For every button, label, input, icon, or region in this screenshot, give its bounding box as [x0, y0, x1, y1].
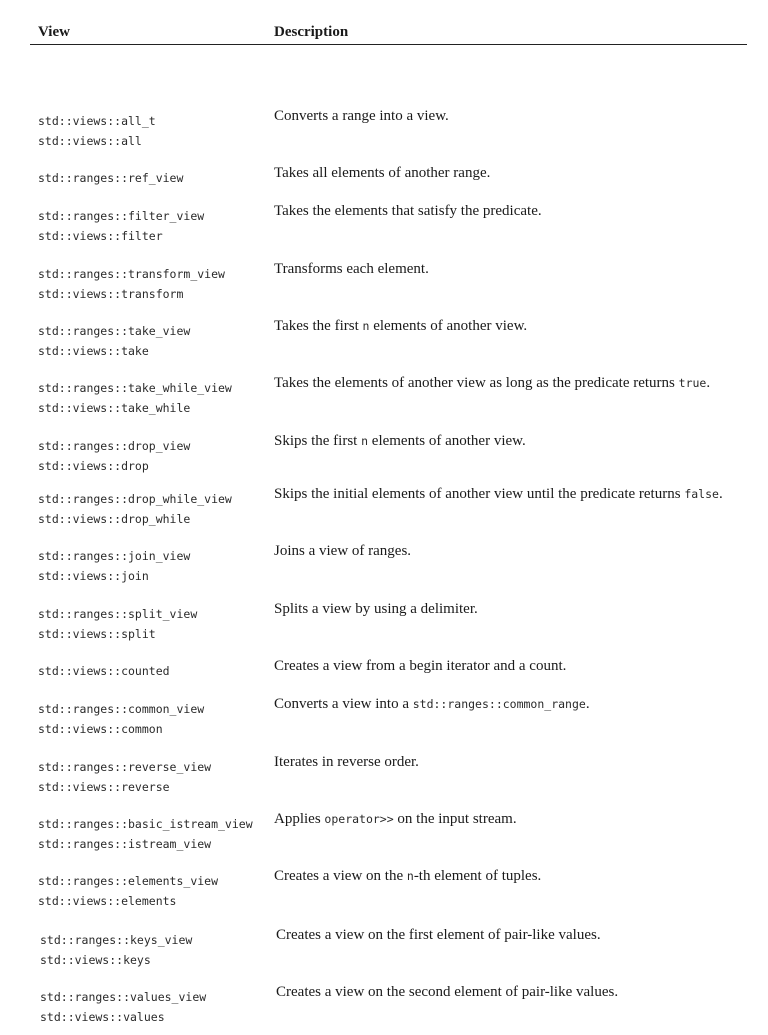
description-text: Converts a view into a [274, 696, 413, 712]
view-name: std::views::drop [38, 458, 149, 473]
inline-code: n [406, 869, 414, 883]
description-cell [274, 541, 749, 561]
table-header [30, 0, 747, 45]
view-name: std::ranges::join_view [38, 549, 191, 563]
description-text: Takes the first [274, 318, 363, 334]
description-text: Creates a view on the first element of pair-like values. [276, 927, 601, 943]
description-cell [274, 201, 749, 221]
inline-code: operator>> [324, 812, 394, 826]
view-cell [40, 931, 192, 970]
description-text: Skips the initial elements of another view until the predicate returns [274, 486, 685, 502]
inline-code: false [684, 487, 719, 501]
view-name: std::views::reverse [38, 779, 170, 794]
description-text: Takes all elements of another range. [274, 165, 491, 181]
view-cell [38, 265, 225, 304]
description-text: -th element of tuples. [413, 868, 542, 884]
view-cell [38, 758, 211, 797]
description-text: Transforms each element. [274, 261, 429, 277]
description-text: Skips the first [274, 433, 362, 449]
view-cell [38, 207, 204, 246]
view-name: std::views::elements [38, 893, 177, 908]
view-name: std::views::take [38, 343, 149, 358]
view-name: std::ranges::istream_view [38, 836, 212, 851]
description-cell [274, 316, 749, 336]
view-cell [38, 490, 232, 529]
view-name: std::views::split [38, 626, 156, 641]
description-text: Takes the elements of another view as long as the predicate returns [274, 375, 679, 391]
view-name: std::ranges::keys_view [40, 933, 193, 947]
view-name: std::ranges::reverse_view [38, 760, 212, 774]
inline-code: true [678, 376, 707, 390]
inline-code: n [362, 319, 370, 333]
description-text: elements of another view. [369, 318, 528, 334]
view-cell [40, 988, 206, 1027]
description-cell [276, 925, 751, 945]
view-name: std::views::all_t [38, 114, 156, 128]
view-name: std::views::counted [38, 664, 170, 678]
view-cell [38, 872, 218, 911]
description-cell [274, 752, 749, 772]
view-cell [38, 815, 253, 854]
view-name: std::views::transform [38, 286, 184, 301]
view-name: std::ranges::drop_view [38, 439, 191, 453]
view-name: std::ranges::ref_view [38, 171, 184, 185]
view-name: std::views::keys [40, 952, 151, 967]
view-name: std::views::common [38, 721, 163, 736]
description-cell [274, 599, 749, 619]
view-name: std::ranges::common_view [38, 702, 205, 716]
view-name: std::ranges::filter_view [38, 209, 205, 223]
description-text: Iterates in reverse order. [274, 754, 419, 770]
description-cell [274, 656, 749, 676]
description-cell [274, 809, 749, 829]
description-text: Creates a view on the second element of pair-like values. [276, 984, 619, 1000]
view-cell [38, 169, 183, 189]
description-text: . [718, 486, 723, 502]
view-cell [38, 112, 156, 151]
view-name: std::views::values [40, 1009, 165, 1024]
description-text: . [585, 696, 590, 712]
view-cell [38, 379, 232, 418]
ranges-views-table [30, 0, 747, 1024]
description-cell [274, 431, 749, 451]
description-text: Splits a view by using a delimiter. [274, 601, 478, 617]
description-text: Converts a range into a view. [274, 108, 449, 124]
view-name: std::views::all [38, 133, 142, 148]
description-cell [274, 163, 749, 183]
view-cell [38, 700, 204, 739]
view-name: std::views::drop_while [38, 511, 191, 526]
inline-code: n [361, 434, 369, 448]
view-cell [38, 662, 170, 682]
description-cell [274, 866, 749, 886]
view-name: std::ranges::values_view [40, 990, 207, 1004]
description-text: Joins a view of ranges. [274, 543, 412, 559]
description-text: Creates a view from a begin iterator and a count. [274, 658, 567, 674]
view-name: std::ranges::split_view [38, 607, 198, 621]
description-text: . [706, 375, 711, 391]
view-name: std::ranges::transform_view [38, 267, 225, 281]
description-text: Creates a view on the [274, 868, 407, 884]
view-name: std::ranges::take_while_view [38, 381, 232, 395]
view-cell [38, 322, 190, 361]
description-cell [274, 484, 749, 504]
column-header-description: Description [274, 24, 349, 40]
description-cell [274, 259, 749, 279]
description-text: on the input stream. [393, 811, 517, 827]
description-text: Takes the elements that satisfy the predicate. [274, 203, 542, 219]
view-name: std::ranges::basic_istream_view [38, 817, 253, 831]
view-name: std::ranges::elements_view [38, 874, 219, 888]
description-cell [274, 373, 749, 393]
column-header-view: View [38, 24, 70, 40]
view-cell [38, 437, 190, 476]
description-text: Applies [274, 811, 325, 827]
description-text: elements of another view. [368, 433, 526, 449]
view-name: std::views::filter [38, 228, 163, 243]
view-name: std::ranges::take_view [38, 324, 191, 338]
description-cell [276, 982, 751, 1002]
inline-code: std::ranges::common_range [412, 697, 586, 711]
view-name: std::views::take_while [38, 400, 191, 415]
description-cell [274, 694, 749, 714]
view-name: std::views::join [38, 568, 149, 583]
view-cell [38, 547, 190, 586]
view-cell [38, 605, 197, 644]
view-name: std::ranges::drop_while_view [38, 492, 232, 506]
description-cell [274, 106, 749, 126]
